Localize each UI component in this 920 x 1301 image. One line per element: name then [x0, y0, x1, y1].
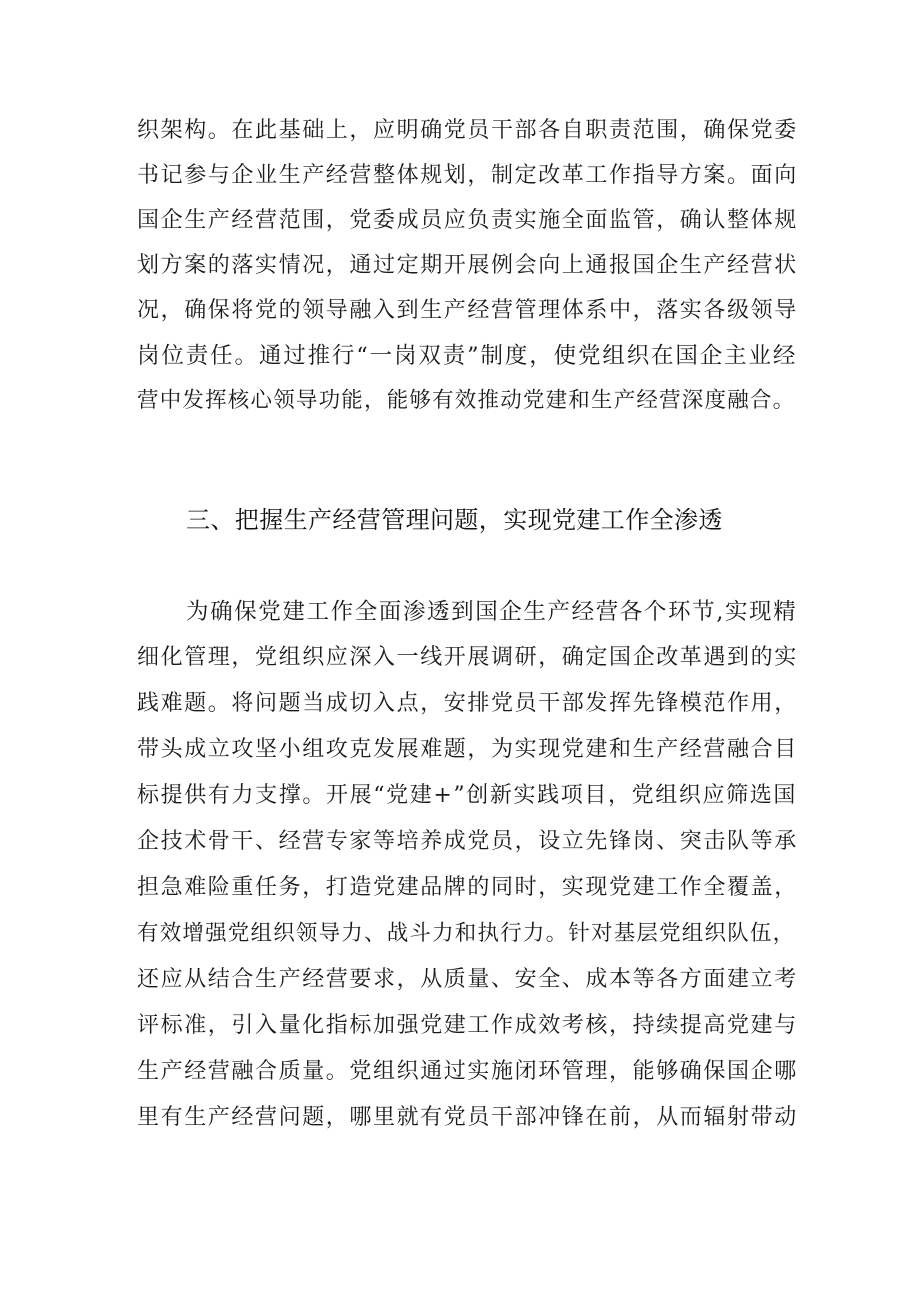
text-line: 国企生产经营范围，党委成员应负责实施全面监管，确认整体规 [137, 208, 798, 233]
text-line: 企技术骨干、经营专家等培养成党员，设立先锋岗、突击队等承 [137, 829, 798, 854]
text-line: 里有生产经营问题，哪里就有党员干部冲锋在前，从而辐射带动 [137, 1105, 798, 1130]
text-line: 还应从结合生产经营要求，从质量、安全、成本等各方面建立考 [137, 967, 798, 992]
text-line: 织架构。在此基础上，应明确党员干部各自职责范围，确保党委 [137, 118, 798, 143]
text-line: 书记参与企业生产经营整体规划，制定改革工作指导方案。面向 [137, 163, 798, 188]
text-line: 评标准，引入量化指标加强党建工作成效考核，持续提高党建与 [137, 1013, 798, 1038]
text-line: 标提供有力支撑。开展“党建+”创新实践项目，党组织应筛选国 [137, 783, 797, 808]
text-line: 况，确保将党的领导融入到生产经营管理体系中，落实各级领导 [137, 298, 798, 323]
text-line: 细化管理，党组织应深入一线开展调研，确定国企改革遇到的实 [137, 645, 798, 670]
text-line: 岗位责任。通过推行“一岗双责”制度，使党组织在国企主业经 [137, 343, 797, 369]
text-line: 践难题。将问题当成切入点，安排党员干部发挥先锋模范作用， [137, 691, 798, 716]
text-line: 生产经营融合质量。党组织通过实施闭环管理，能够确保国企哪 [137, 1059, 798, 1084]
text-line: 划方案的落实情况，通过定期开展例会向上通报国企生产经营状 [137, 253, 798, 278]
text-line: 担急难险重任务，打造党建品牌的同时，实现党建工作全覆盖， [137, 875, 798, 900]
text-line: 营中发挥核心领导功能，能够有效推动党建和生产经营深度融合。 [137, 388, 796, 413]
text-line: 有效增强党组织领导力、战斗力和执行力。针对基层党组织队伍， [137, 921, 796, 946]
text-line: 为确保党建工作全面渗透到国企生产经营各个环节,实现精 [186, 599, 798, 625]
text-line: 带头成立攻坚小组攻克发展难题，为实现党建和生产经营融合目 [137, 737, 798, 762]
section-heading: 三、把握生产经营管理问题，实现党建工作全渗透 [186, 506, 723, 534]
